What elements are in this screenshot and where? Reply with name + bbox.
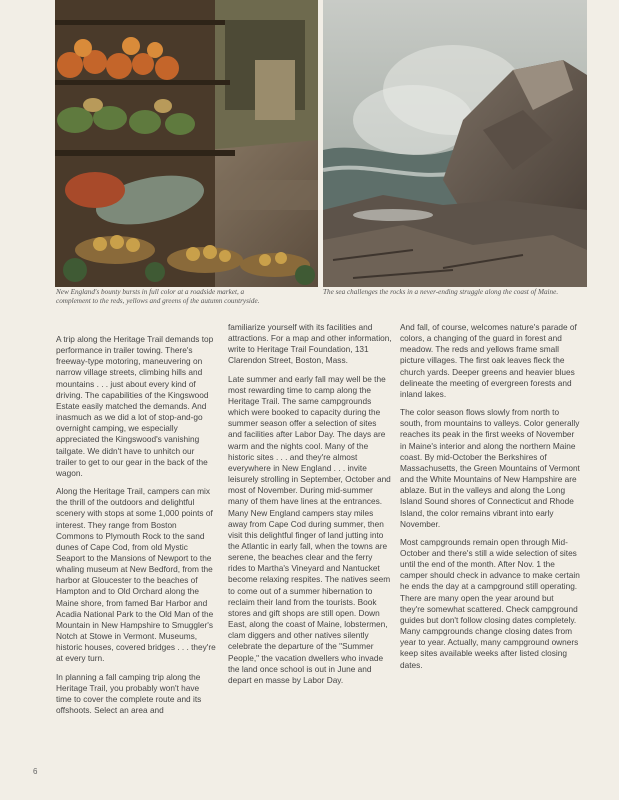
text-column-3 (400, 322, 580, 678)
paragraph: The color season flows slowly from north to south, from mountains to valleys. Color generally reaches its peak in the first weeks of November in Maine's interior and along the northern Maine coast. By mid-October the Berkshires of Massachusetts, the Green Mountains of Vermont and the White Mountains of New Hampshire are ablaze. But in the valleys and along the Long Island Sound shores of Connecticut and Rhode Island, the color remains vibrant into early November. (400, 407, 580, 529)
paragraph: And fall, of course, welcomes nature's parade of colors, a changing of the guard in forest and meadow. The reds and yellows frame small picture villages. The first oak leaves fleck the church yards. Deeper greens and heavier blues delineate the meeting of evergreen forests and inland lakes. (400, 322, 577, 399)
paragraph: Late summer and early fall may well be the most rewarding time to camp along the Heritage Trail. The same campgrounds which were booked to capacity during the summer season offer a selection of sites and facilities after Labor Day. The days are warm and the nights cool. Many of the historic sites . . . and they're almost everywhere in New England . . . invite leisurely strolling in September, October and most of November. During mid-summer many of them have lines at the entrances. Many New England campers stay miles away from Cape Cod during summer, then visit this delightful finger of land jutting into the Atlantic in early fall, when the towns are serene, the beaches clear and the ferry rides to Martha's Vineyard and Nantucket become relaxing respites. The natives seem to come out of a summer hibernation to reclaim their land from the tourists. Book stores and gift shops are still open. Down East, along the coast of Maine, lobstermen, clam diggers and other natives silently celebrate the departure of the "Summer People," the vacation dwellers who invade the land once school is out in June and depart en masse by Labor Day. (228, 373, 391, 685)
paragraph: A trip along the Heritage Trail demands top performance in trailer towing. There's freeway-type motoring, maneuvering on narrow village streets, climbing hills and mountains . . . just about every kind of driving. The capabilities of the Kingswood Estate easily matched the demands. And inasmuch as we did a lot of stop-and-go overnight camping, we especially appreciated the Kingswood's vanishing tailgate. We didn't have to unhitch our trailer to get to our gear in the back of the wagon. (56, 334, 214, 478)
text-column-1 (56, 334, 216, 723)
roadside-market-illustration (55, 0, 318, 287)
sea-rocks-illustration (323, 0, 587, 287)
caption-sea-rocks: The sea challenges the rocks in a never-ending struggle along the coast of Maine. (323, 288, 559, 296)
paragraph: In planning a fall camping trip along the Heritage Trail, you probably won't have time to cover the complete route and its offshoots. Select an area and (56, 671, 202, 715)
sea-rocks-photo (323, 0, 587, 287)
roadside-market-photo (55, 0, 318, 287)
text-column-2 (228, 322, 392, 693)
paragraph: familiarize yourself with its facilities and attractions. For a map and other information, write to Heritage Trail Foundation, 131 Clarendon Street, Boston, Mass. (228, 322, 392, 366)
page-number: 6 (33, 767, 38, 776)
caption-roadside-market: New England's bounty bursts in full color at a roadside market, a complement to the reds, yellows and greens of the autumn countryside. (56, 288, 260, 305)
paragraph: Along the Heritage Trail, campers can mix the thrill of the outdoors and delightful scenery with stops at some 1,000 points of interest. They range from Boston Commons to Plymouth Rock to the sand dunes of Cape Cod, from old Mystic Seaport to the Mansions of Newport to the whaling museum at New Bedford, from the harbor at Gloucester to the beaches of Hampton and to Old Orchard along the Maine shore, from famed Bar Harbor and Acadia National Park to the Old Man of the Mountain in New Hampshire to Smuggler's Notch at Stowe in Vermont. Museums, historic houses, covered bridges . . . they're at every turn. (56, 486, 216, 664)
paragraph: Most campgrounds remain open through Mid-October and there's still a wide selection of sites until the end of the month. After Nov. 1 the camper should check in advance to make certain he ends the day at a campground still operating. There are many open the year around but they're somewhat scattered. Check campground guides but don't follow closing dates completely. Many campgrounds change closing dates from year to year. Actually, many campground owners keep sites available weeks after listed closing dates. (400, 536, 580, 670)
